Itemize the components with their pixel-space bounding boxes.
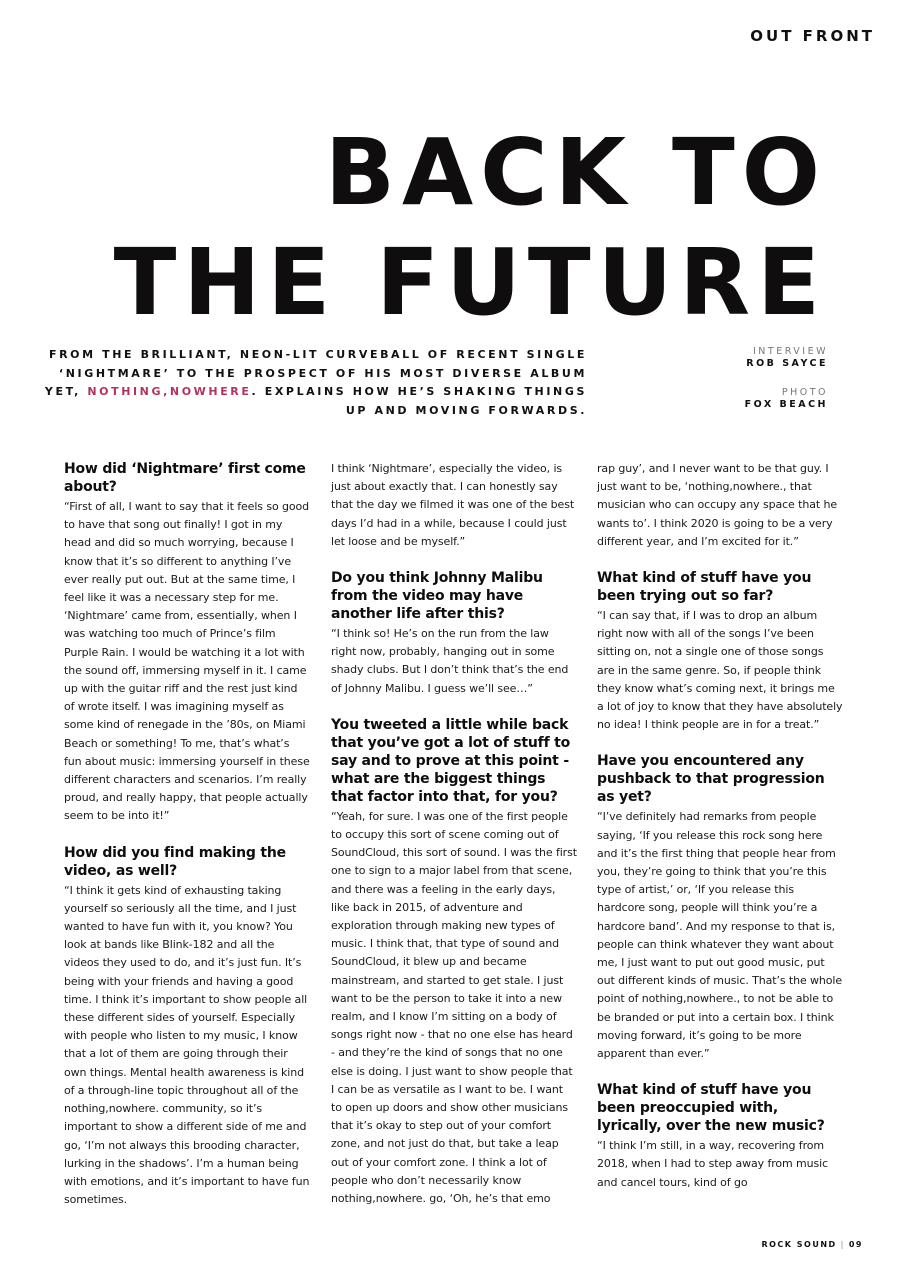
qa-block xyxy=(597,569,843,734)
credits xyxy=(745,346,828,428)
standfirst-text-end: . EXPLAINS HOW HE’S SHAKING THINGS UP AND MOVING FORWARDS. xyxy=(251,385,587,417)
qa-block xyxy=(597,460,843,551)
qa-block xyxy=(64,844,310,1210)
question: What kind of stuff have you been preoccupied with, lyrically, over the new music? xyxy=(597,1082,825,1135)
headline xyxy=(114,118,827,338)
headline-line-1: BACK TO xyxy=(324,119,827,226)
artist-name-highlight: NOTHING,NOWHERE xyxy=(87,385,252,398)
answer: “I think I’m still, in a way, recovering from 2018, when I had to step away from music and cancel tours, kind of go xyxy=(597,1139,829,1189)
article-column-3 xyxy=(597,460,843,1192)
question: How did you find making the video, as well? xyxy=(64,844,286,879)
question: You tweeted a little while back that you’ve got a lot of stuff to say and to prove at this point - what are the biggest things that factor into that, for you? xyxy=(331,716,571,805)
headline-line-2: THE FUTURE xyxy=(113,229,827,336)
article-column-1 xyxy=(64,460,310,1209)
footer-separator: | xyxy=(840,1240,845,1249)
qa-block xyxy=(597,752,843,1063)
section-tag: OUT FRONT xyxy=(750,27,875,45)
qa-block xyxy=(331,460,577,551)
credit-name: ROB SAYCE xyxy=(746,358,828,369)
credit-photo xyxy=(745,387,828,411)
answer: “I’ve definitely had remarks from people saying, ‘If you release this rock song here and it’s the first thing that people hear from you, they’re going to think that you’re this type of artist,’ or, ‘If you release this hardcore song, people will think you’re a hardcore band’. And my response to that is, people can think whatever they want about me, I just want to put out good music, put out different kinds of music. That’s the whole point of nothing,nowhere., to not be able to be branded or put into a certain box. I think moving forward, it’s going to be more apparent than ever.” xyxy=(597,810,843,1061)
credit-name: FOX BEACH xyxy=(744,399,828,410)
qa-block xyxy=(597,1081,843,1192)
page-footer xyxy=(761,1240,863,1249)
answer-continued: I think ‘Nightmare’, especially the video, is just about exactly that. I can honestly say that the day we filmed it was one of the best days I’d had in a while, because I could just let loose and be myself.” xyxy=(331,462,575,548)
question: Do you think Johnny Malibu from the video may have another life after this? xyxy=(331,570,543,623)
credit-interview xyxy=(745,346,828,370)
magazine-name: ROCK SOUND xyxy=(761,1240,837,1249)
qa-block xyxy=(331,569,577,698)
standfirst xyxy=(42,346,587,420)
qa-block xyxy=(64,460,310,826)
question: Have you encountered any pushback to that progression as yet? xyxy=(597,753,825,806)
page-number: 09 xyxy=(848,1240,863,1249)
answer: “I can say that, if I was to drop an album right now with all of the songs I’ve been sitting on, not a single one of those songs are in the same genre. So, if people think they know what’s coming next, it brings me a lot of joy to know that they have absolutely no idea! I think people are in for a treat.” xyxy=(597,609,843,732)
article-column-2 xyxy=(331,460,577,1208)
standfirst-text: FROM THE BRILLIANT, NEON-LIT CURVEBALL OF RECENT SINGLE ‘NIGHTMARE’ TO THE PROSPECT OF HIS MOST DIVERSE ALBUM YET, xyxy=(44,348,587,398)
answer: “I think it gets kind of exhausting taking yourself so seriously all the time, and I just wanted to have fun with it, you know? You look at bands like Blink-182 and all the videos they used to do, and it’s just fun. It’s being with your friends and having a good time. I think it’s important to show people all these different sides of yourself. Especially with people who listen to my music, I know that a lot of them are going through their own things. Mental health awareness is kind of a through-line topic throughout all of the nothing,nowhere. community, so it’s important to show a different side of me and go, ‘I’m not always this brooding character, lurking in the shadows’. I’m a human being with emotions, and it’s important to have fun sometimes. xyxy=(64,883,310,1207)
credit-role: INTERVIEW xyxy=(753,346,828,357)
answer-continued: rap guy’, and I never want to be that guy. I just want to be, ‘nothing,nowhere., that musician who can occupy any space that he wants to’. I think 2020 is going to be a very different year, and I’m excited for it.” xyxy=(597,462,837,548)
answer: “First of all, I want to say that it feels so good to have that song out finally! I got in my head and did so much worrying, because I know that it’s so different to anything I’ve ever really put out. But at the same time, I feel like it was a necessary step for me. ‘Nightmare’ came from, essentially, when I was watching too much of Prince’s film Purple Rain. I would be watching it a lot with the sound off, immersing myself in it. I came up with the guitar riff and the rest just kind of wrote itself. I was imagining myself as some kind of renegade in the ’80s, on Miami Beach or something! To me, that’s what’s fun about music: immersing yourself in these different characters and scenarios. I’m really proud, and really happy, that people actually seem to be into it!” xyxy=(64,500,310,823)
qa-block xyxy=(331,716,577,1208)
question: What kind of stuff have you been trying out so far? xyxy=(597,570,812,605)
answer: “I think so! He’s on the run from the law right now, probably, hanging out in some shady clubs. But I don’t think that’s the end of Johnny Malibu. I guess we’ll see…” xyxy=(331,627,569,695)
question: How did ‘Nightmare’ first come about? xyxy=(64,461,306,495)
credit-role: PHOTO xyxy=(781,387,828,398)
answer: “Yeah, for sure. I was one of the first people to occupy this sort of scene coming out of SoundCloud, this sort of sound. I was the first one to sign to a major label from that scene, and there was a feeling in the early days, like back in 2015, of adventure and exploration through making new types of music. I think that, that type of sound and SoundCloud, it blew up and became mainstream, and started to get stale. I just want to be the person to take it into a new realm, and I know I’m sitting on a body of songs right now - that no one else has heard - and they’re the kind of songs that no one else is doing. I just want to show people that I can be as versatile as I want to be. I want to open up doors and show other musicians that it’s okay to step out of your comfort zone, and not just do that, but take a leap out of your comfort zone. I think a lot of people who don’t necessarily know nothing,nowhere. go, ‘Oh, he’s that emo xyxy=(331,809,577,1206)
